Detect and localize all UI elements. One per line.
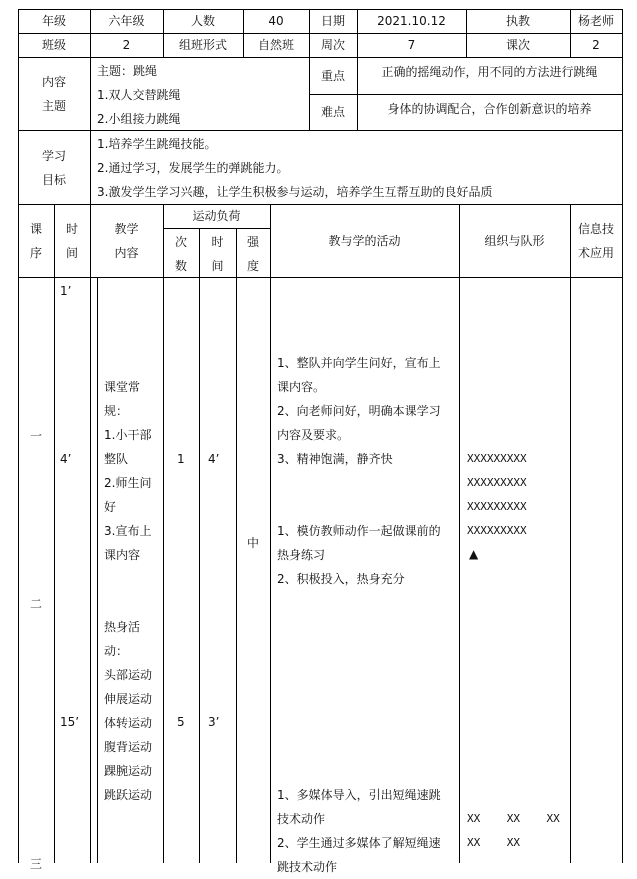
content-line: 3.宣布上: [104, 524, 152, 538]
col-duration-header: 时 间: [211, 235, 224, 273]
activity-line: 1、整队并向学生问好，宣布上: [277, 356, 441, 370]
formation-row: XXXXXXXXX: [467, 500, 527, 513]
week-value: 7: [407, 38, 416, 52]
formation-row: XXXXXXXXX: [467, 524, 527, 537]
grade-value: 六年级: [108, 14, 145, 28]
teacher-value: 杨老师: [577, 14, 614, 28]
theme-title: 主题：跳绳: [97, 64, 158, 78]
count-label: 人数: [190, 14, 215, 28]
theme-item-1: 1.双人交替跳绳: [97, 88, 181, 102]
activity-line: 跳技术动作: [277, 860, 338, 874]
date-label: 日期: [320, 14, 345, 28]
theme-item-2: 2.小组接力跳绳: [97, 112, 181, 126]
reps-2: 5: [177, 715, 185, 729]
format-value: 自然班: [257, 38, 294, 52]
content-line: 好: [104, 500, 117, 514]
formation-diagram-2: [467, 807, 560, 855]
content-line: 2.师生问: [104, 476, 152, 490]
col-organization-header: 组织与队形: [484, 233, 545, 248]
col-content-header: 教学 内容: [114, 222, 139, 260]
content-line: 1.小干部: [104, 428, 152, 442]
content-line: 踝腕运动: [104, 764, 153, 778]
reps-1: 1: [177, 452, 185, 466]
class-value: 2: [122, 38, 131, 52]
teacher-marker: ▲: [469, 547, 479, 561]
col-reps-header: 次 数: [174, 235, 187, 273]
duration-2: 3’: [208, 715, 220, 729]
activity-line: 1、模仿教师动作一起做课前的: [277, 524, 441, 538]
grade-label: 年级: [41, 14, 66, 28]
time-2: 4’: [60, 452, 72, 466]
content-line: 头部运动: [104, 668, 153, 682]
count-value: 40: [268, 14, 284, 28]
content-line: 跳跃运动: [104, 788, 153, 802]
class-label: 班级: [41, 38, 66, 52]
content-line: 课堂常: [104, 380, 141, 394]
lesson-label: 课次: [505, 38, 530, 52]
content-line: 伸展运动: [104, 692, 153, 706]
teaching-content: [104, 375, 152, 807]
difficulty-label: 难点: [320, 105, 345, 119]
activity-line: 热身练习: [277, 548, 326, 562]
order-3: 三: [29, 857, 42, 871]
formation-row: XX XX: [467, 836, 520, 849]
goal-3: 3.激发学生学习兴趣，让学生积极参与运动，培养学生互帮互助的良好品质: [97, 185, 493, 199]
content-line: 动：: [104, 644, 129, 658]
activities-block-2: [277, 519, 441, 591]
teacher-label: 执教: [505, 14, 530, 28]
goal-1: 1.培养学生跳绳技能。: [97, 137, 217, 151]
content-theme-label: 内容 主题: [41, 75, 66, 113]
format-label: 组班形式: [178, 38, 227, 52]
col-activities-header: 教与学的活动: [328, 233, 401, 248]
activity-line: 2、向老师问好，明确本课学习: [277, 404, 441, 418]
col-load-header: 运动负荷: [192, 209, 241, 223]
order-2: 二: [29, 597, 42, 611]
intensity-value: 中: [247, 536, 260, 550]
activity-line: 技术动作: [277, 812, 326, 826]
goal-2: 2.通过学习，发展学生的弹跳能力。: [97, 161, 289, 175]
difficulty-text: 身体的协调配合，合作创新意识的培养: [387, 102, 592, 116]
activity-line: 2、学生通过多媒体了解短绳速: [277, 836, 441, 850]
formation-diagram: [467, 447, 527, 543]
order-1: 一: [29, 429, 42, 443]
activities-block-3: [277, 783, 441, 879]
content-line: 整队: [104, 452, 129, 466]
col-intensity-header: 强 度: [246, 235, 259, 273]
formation-row: XX XX XX: [467, 812, 560, 825]
duration-1: 4’: [208, 452, 220, 466]
content-line: 规：: [104, 404, 129, 418]
content-line: 体转运动: [104, 716, 153, 730]
col-order-header: 课 序: [29, 222, 42, 260]
activity-line: 3、精神饱满，静齐快: [277, 452, 393, 466]
activity-line: 内容及要求。: [277, 428, 350, 442]
key-point-label: 重点: [320, 68, 345, 83]
col-time-header: 时 间: [65, 222, 78, 260]
content-line: 腹背运动: [104, 740, 153, 754]
activity-line: 2、积极投入，热身充分: [277, 572, 405, 586]
activity-line: 1、多媒体导入，引出短绳速跳: [277, 788, 441, 802]
time-3: 15’: [60, 715, 80, 729]
activity-line: 课内容。: [277, 380, 326, 394]
content-line: 课内容: [104, 548, 141, 562]
formation-row: XXXXXXXXX: [467, 452, 527, 465]
lesson-value: 2: [592, 38, 600, 52]
formation-row: XXXXXXXXX: [467, 476, 527, 489]
learning-goals-label: 学习 目标: [41, 149, 66, 187]
date-value: 2021.10.12: [377, 14, 446, 28]
time-1: 1’: [60, 284, 72, 298]
content-line: [104, 591, 152, 615]
content-line: [104, 567, 152, 591]
key-point-text: 正确的摇绳动作，用不同的方法进行跳绳: [381, 65, 598, 79]
content-line: 热身活: [104, 620, 141, 634]
activities-block-1: [277, 351, 441, 471]
col-tech-header: 信息技 术应用: [577, 222, 614, 260]
week-label: 周次: [320, 38, 345, 52]
